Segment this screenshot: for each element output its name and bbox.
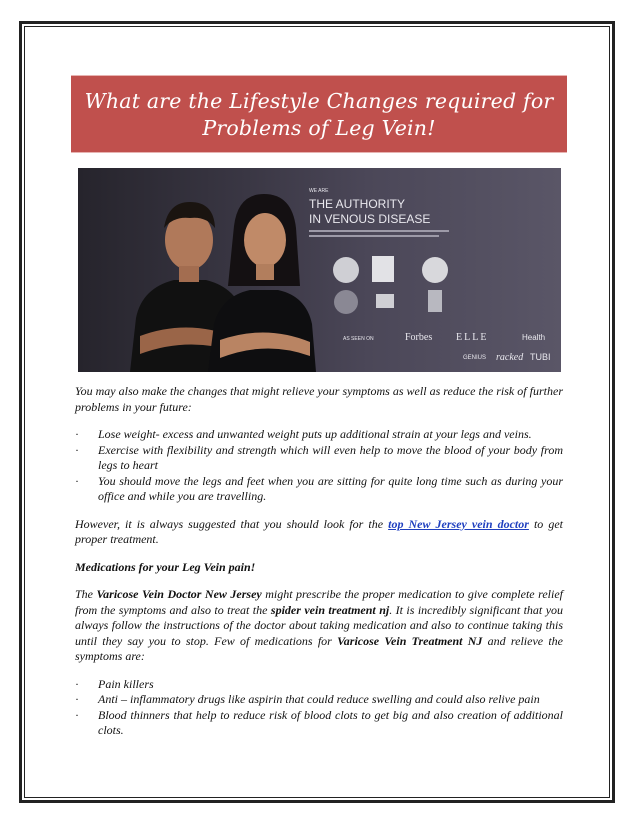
press-racked: racked — [496, 352, 524, 363]
banner-heading-2: IN VENOUS DISEASE — [309, 212, 431, 226]
medications-paragraph — [75, 587, 563, 665]
bullet-glyph: · — [75, 473, 79, 488]
section-heading — [75, 560, 563, 576]
title-line-1: What are the Lifestyle Changes required for — [84, 89, 554, 113]
list-item — [75, 427, 563, 443]
suggestion-text-end: to get proper treatment. — [75, 516, 563, 546]
banner-heading-1: THE AUTHORITY — [309, 197, 406, 211]
medications-bullet-list — [75, 677, 563, 739]
medications-heading: Medications for your Leg Vein pain! — [75, 559, 256, 574]
para-text: The — [75, 587, 97, 601]
banner-illustration — [78, 168, 561, 372]
list-item — [75, 708, 563, 739]
bullet-glyph: · — [75, 427, 79, 441]
lifestyle-bullet-list — [75, 427, 563, 505]
press-genius: GENIUS — [463, 355, 487, 361]
list-item-text: Pain killers — [98, 676, 154, 691]
keyword-bold: Varicose Vein Treatment NJ — [337, 633, 483, 648]
press-forbes: Forbes — [405, 332, 433, 343]
list-item-text: Anti – inflammatory drugs like aspirin that could reduce swelling and could also relive pain — [98, 692, 540, 706]
list-item-text: Exercise with flexibility and strength which will even help to move the blood of your body from legs to heart — [98, 442, 563, 472]
bullet-glyph: · — [75, 676, 79, 691]
article-body — [75, 384, 563, 739]
list-item — [75, 692, 563, 708]
banner-press-label: AS SEEN ON — [343, 336, 374, 342]
keyword-bold: spider vein treatment nj — [270, 602, 390, 617]
press-tubi: TUBI — [530, 352, 551, 362]
intro-paragraph: You may also make the changes that might relieve your symptoms as well as reduce the risk of further problems in your future: — [75, 384, 563, 414]
bullet-glyph: · — [75, 692, 79, 706]
list-item-text: Blood thinners that help to reduce risk of blood clots to get big and also creation of additional clots. — [98, 707, 563, 737]
para-text: and relieve the symptoms are: — [75, 633, 564, 663]
doctors-banner-image — [78, 168, 561, 372]
list-item — [75, 474, 563, 505]
bullet-glyph: · — [75, 442, 79, 457]
para-text: . It is incredibly significant that you always follow the instructions of the doctor about taking medication and also to continue taking this until they say you to stop. Few of medications for — [75, 602, 564, 648]
page-title — [71, 75, 567, 153]
list-item — [75, 677, 563, 693]
award-badges — [333, 256, 448, 314]
suggestion-paragraph — [75, 517, 563, 548]
keyword-bold: Varicose Vein Doctor New Jersey — [96, 587, 262, 601]
bullet-glyph: · — [75, 707, 79, 722]
vein-doctor-link[interactable]: top New Jersey vein doctor — [388, 516, 529, 531]
list-item-text: You should move the legs and feet when you are sitting for quite long time such as during your office and while you are travelling. — [98, 473, 563, 503]
title-line-2: Problems of Leg Vein! — [202, 116, 436, 140]
list-item — [75, 443, 563, 474]
banner-we-are: WE ARE — [309, 188, 329, 194]
para-text: might prescribe the proper medication to give complete relief from the symptoms and also to treat the — [75, 587, 563, 617]
list-item-text: Lose weight- excess and unwanted weight puts up additional strain at your legs and veins. — [98, 427, 532, 441]
suggestion-text: However, it is always suggested that you should look for the — [75, 516, 389, 531]
doctor-female-figure — [208, 194, 316, 372]
press-elle: ELLE — [456, 332, 489, 343]
press-health: Health — [522, 333, 546, 342]
